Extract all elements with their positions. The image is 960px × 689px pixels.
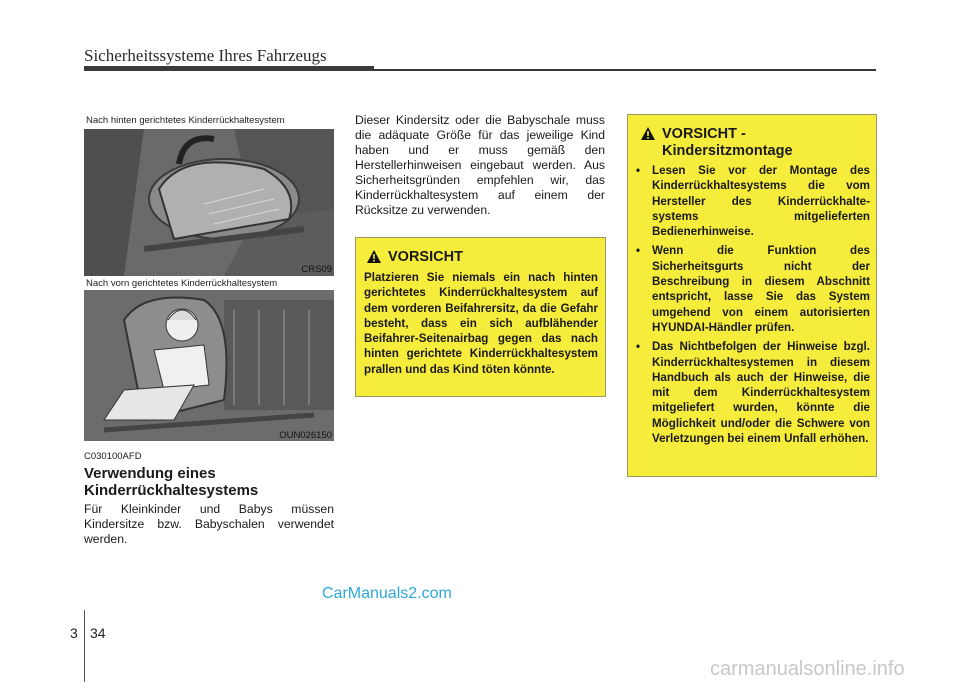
page-header-title: Sicherheitssysteme Ihres Fahrzeugs xyxy=(84,46,327,65)
section-title-line2: Kinderrückhaltesystems xyxy=(84,482,259,499)
section-body: Für Kleinkinder und Babys müssen Kindersitze bzw. Babyschalen verwendet werden. xyxy=(84,502,334,546)
footer-divider xyxy=(84,610,85,682)
forward-facing-seat-illustration xyxy=(84,290,334,441)
caution-list xyxy=(634,163,870,450)
caution-title: VORSICHT xyxy=(388,249,463,265)
caution-box-airbag xyxy=(355,237,606,397)
section-code: C030100AFD xyxy=(84,451,142,462)
watermark-link[interactable]: CarManuals2.com xyxy=(322,585,452,602)
caution-body: Platzieren Sie niemals ein nach hinten gerichtetes Kinderrückhaltesystem auf dem vorderen Beifahrersitz, da die Gefahr besteht, dass ein sich aufblähender Beifahrer-Seitenairbag gegen das nach hinten gerichtete Kinderrückhaltesystem prallen und das Kind töten könnte. xyxy=(364,271,598,376)
bullet-icon: • xyxy=(636,340,641,354)
watermark-footer: carmanualsonline.info xyxy=(710,658,905,680)
section-title-line1: Verwendung eines xyxy=(84,465,216,482)
figure-label-rear-facing: Nach hinten gerichtetes Kinderrückhaltesystem xyxy=(86,115,285,126)
caution-title-line2: Kindersitzmontage xyxy=(662,143,793,159)
warning-triangle-icon xyxy=(366,249,382,269)
figure-code-top: CRS09 xyxy=(301,264,332,275)
caution-list-item: • Das Nichtbefolgen der Hinweise bzgl. Kinderrückhaltesystemen in diesem Handbuch als auch der Hinweise, die mit dem Kinderrückhaltesystem mitgeliefert wurden, könnte die Möglichkeit und/oder die Schwere von Verletzungen bei einem Unfall erhöhen. xyxy=(636,340,870,446)
header-rule-thick xyxy=(84,66,374,71)
rear-facing-seat-illustration xyxy=(84,129,334,276)
bullet-icon: • xyxy=(636,244,641,258)
middle-body-text: Dieser Kindersitz oder die Babyschale muss die adäquate Größe für das jeweilige Kind haben und er muss gemäß den Herstellerhinweisen eingebaut werden. Aus Sicherheitsgründen empfehlen wir, das Kinderrückhaltesystem auf einem der Rücksitze zu verwenden. xyxy=(355,113,605,217)
bullet-icon: • xyxy=(636,164,641,177)
chapter-number: 3 xyxy=(70,625,78,641)
warning-triangle-icon xyxy=(640,126,656,146)
page-number: 34 xyxy=(90,625,106,641)
header-rule-thin xyxy=(374,69,876,71)
caution-list-item: • Lesen Sie vor der Montage des Kinderrückhaltesystems die vom Hersteller des Kinderrückhalte-systems mitgelieferten Bedienerhinweise. xyxy=(636,164,870,239)
caution-list-item: • Wenn die Funktion des Sicherheitsgurts nicht der Beschreibung in diesem Abschnitt entspricht, lasse Sie das System umgehend von einem autorisierten HYUNDAI-Händler prüfen. xyxy=(636,244,870,334)
figure-label-forward-facing: Nach vorn gerichtetes Kinderrückhaltesystem xyxy=(86,278,278,289)
figure-code-bottom: OUN026150 xyxy=(279,430,332,441)
caution-title-line1: VORSICHT - xyxy=(662,126,746,142)
caution-box-installation xyxy=(627,114,877,477)
